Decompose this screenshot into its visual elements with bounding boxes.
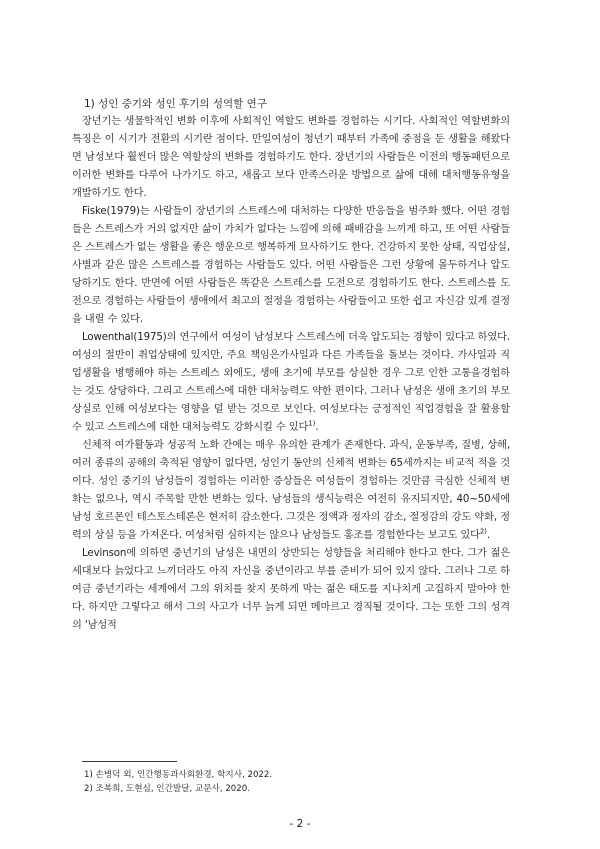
paragraph-text: Lowenthal(1975)의 연구에서 여성이 남성보다 스트레스에 더욱 압도되는 경향이 있다고 하였다. 여성의 절반이 취업상태에 있지만, 주요 책임은가사일과 다른 가족들을 돌보는 것이다. 가사일과 직업생활을 병행해야 하는 스트레스 외에도, 생애 초기에 부모를 상실한 경우 그로 인한 고통을경험하는 것도 상당하다. 그리고 스트레스에 대한 대처능력도 약한 편이다. 그러나 남성은 생애 초기의 부모상실로 인해 여성보다는 영향을 덜 받는 것으로 보인다. 여성보다는 긍정적인 직업경험을 잘 활용할 수 있고 스트레스에 대한 대처능력도 강화시킬 수 있다 [72,332,510,433]
footnote-divider [82,761,177,762]
page-number: - 2 - [289,818,311,830]
paragraph-4: 신체적 여가활동과 성공적 노화 간에는 매우 유의한 관계가 존재한다. 과식, 운동부족, 질병, 상해, 여러 종류의 공해의 축적된 영향이 없다면, 성인기 동안의 신체적 변화는 65세까지는 비교적 적을 것이다. 성인 중기의 남성들이 경험하는 이러한 증상들은 여성들이 경험하는 것만큼 극심한 신체적 변화는 없으나, 역시 주목할 만한 변화는 있다. 남성들의 생식능력은 여전히 유지되지만, 40~50세에 남성 호르몬인 테스토스테론은 현저히 감소한다. 그것은 정액과 정자의 감소, 절정감의 강도 약화, 정력의 상실 등을 가져온다. 여성처럼 심하지는 않으나 남성들도 홍조를 경험한다는 보고도 있다$^{2)}$. [72,440,510,541]
footnote-ref-2[interactable]: 2) [479,527,487,536]
main-content [72,96,510,635]
footnote-ref-1[interactable]: 1) [308,419,316,428]
paragraph-3: Lowenthal(1975)의 연구에서 여성이 남성보다 스트레스에 더욱 압도되는 경향이 있다고 하였다. 여성의 절반이 취업상태에 있지만, 주요 책임은가사일과 다른 가족들을 돌보는 것이다. 가사일과 직업생활을 병행해야 하는 스트레스 외에도, 생애 초기에 부모를 상실한 경우 그로 인한 고통을경험하는 것도 상당하다. 그리고 스트레스에 대한 대처능력도 약한 편이다. 그러나 남성은 생애 초기의 부모상실로 인해 여성보다는 영향을 덜 받는 것으로 보인다. 여성보다는 긍정적인 직업경험을 잘 활용할 수 있고 스트레스에 대한 대처능력도 강화시킬 수 있다$^{1)}$. [72,332,510,433]
paragraph-5 [72,545,510,635]
paragraph-text: Fiske(1979)는 사람들이 장년기의 스트레스에 대처하는 다양한 반응들을 범주화 했다. 어떤 경험들은 스트레스가 거의 없지만 삶이 가치가 없다는 느낌에 의해 패배감을 느끼게 하고, 또 어떤 사람들은 스트레스가 없는 생활을 좋은 행운으로 행복하게 묘사하기도 한다. 건강하지 못한 상태, 직업상실, 사별과 같은 많은 스트레스를 경험하는 사람들도 있다. 어떤 사람들은 그런 상황에 몰두하거나 압도당하기도 한다. 반면에 어떤 사람들은 똑같은 스트레스를 도전으로 경험하기도 한다. 스트레스를 도전으로 경험하는 사람들이 생애에서 최고의 절정을 경험하는 사람들이고 또한 쉽고 자신감 있게 결정을 내릴 수 있다. [72,206,510,325]
paragraph-2 [72,203,510,329]
paragraph-text: 장년기는 생물학적인 변화 이후에 사회적인 역할도 변화를 경험하는 시기다. 사회적인 역할변화의 특징은 이 시기가 전환의 시기란 점이다. 만일여성이 청년기 때부터 가족에 중점을 둔 생활을 해왔다면 남성보다 훨씬더 많은 역할상의 변화를 경험하기도 한다. 장년기의 사람들은 이전의 행동패턴으로 이러한 변화를 다루어 나가기도 하고, 새롭고 보다 만족스러운 방법으로 삶에 대해 대처행동유형을 개발하기도 한다. [72,116,510,199]
footnote-2: 2) 조복희, 도현심, 인간발달, 교문사, 2020. [84,784,250,794]
paragraph-1 [72,113,510,203]
section-title: 1) 성인 중기와 성인 후기의 성역할 연구 [84,98,267,110]
footnotes [84,768,504,796]
paragraph-text: 신체적 여가활동과 성공적 노화 간에는 매우 유의한 관계가 존재한다. 과식, 운동부족, 질병, 상해, 여러 종류의 공해의 축적된 영향이 없다면, 성인기 동안의 신체적 변화는 65세까지는 비교적 적을 것이다. 성인 중기의 남성들이 경험하는 이러한 증상들은 여성들이 경험하는 것만큼 극심한 신체적 변화는 없으나, 역시 주목할 만한 변화는 있다. 남성들의 생식능력은 여전히 유지되지만, 40~50세에 남성 호르몬인 테스토스테론은 현저히 감소한다. 그것은 정액과 정자의 감소, 절정감의 강도 약화, 정력의 상실 등을 가져온다. 여성처럼 심하지는 않으나 남성들도 홍조를 경험한다는 보고도 있다 [72,440,510,541]
paragraph-text: Levinson에 의하면 중년기의 남성은 내면의 상반되는 성향들을 처리해야 한다고 한다. 그가 젊은 세대보다 늙었다고 느끼더라도 아직 자신을 중년이라고 부를 준비가 되어 있지 않다. 그러나 그로 하여금 중년기라는 세계에서 그의 위치를 찾지 못하게 막는 젊은 태도를 지나치게 고집하지 말아야 한다. 하지만 그렇다고 해서 그의 사고가 너무 늙게 되면 메마르고 경직될 것이다. 그는 또한 그의 성격의 '남성적 [72,548,510,631]
footnote-1: 1) 손병덕 외, 인간행동과사회환경, 학지사, 2022. [84,770,273,780]
